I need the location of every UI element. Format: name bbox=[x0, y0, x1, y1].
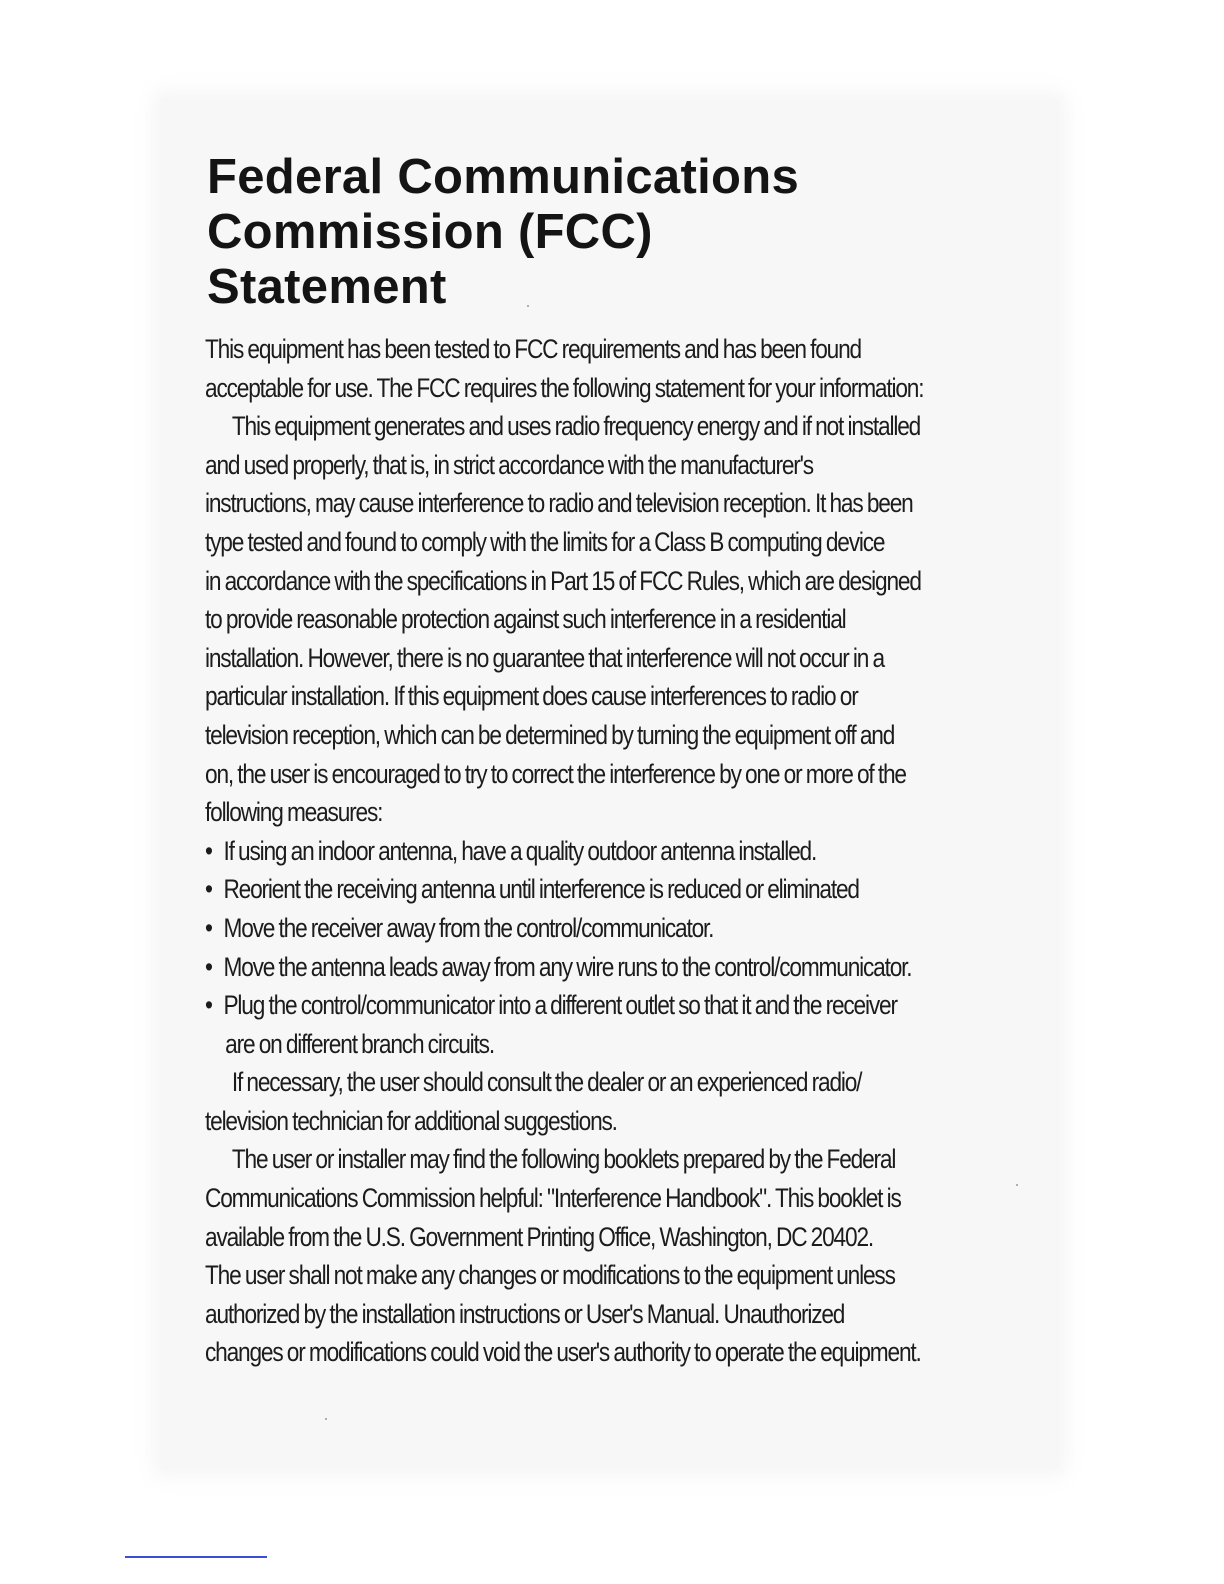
bullet-item bbox=[205, 948, 912, 987]
text-line: changes or modifications could void the user's authority to operate the equipment. bbox=[205, 1337, 921, 1368]
text-line: to provide reasonable protection against such interference in a residential bbox=[205, 604, 846, 635]
page-title bbox=[207, 150, 1027, 315]
bullet-text: Reorient the receiving antenna until interference is reduced or eliminated bbox=[223, 874, 859, 905]
title-line: Federal Communications bbox=[207, 150, 799, 204]
bullet-item bbox=[205, 986, 902, 1025]
text-line: acceptable for use. The FCC requires the following statement for your information: bbox=[205, 372, 924, 403]
text-line: authorized by the installation instructions or User's Manual. Unauthorized bbox=[205, 1298, 845, 1329]
bullet-text: Move the receiver away from the control/communicator. bbox=[223, 912, 714, 943]
bullet-text: If using an indoor antenna, have a quality outdoor antenna installed. bbox=[223, 835, 817, 866]
text-line: installation. However, there is no guarantee that interference will not occur in a bbox=[205, 642, 884, 673]
bullet-item bbox=[205, 870, 902, 909]
text-line: The user or installer may find the following booklets prepared by the Federal bbox=[231, 1144, 896, 1175]
text-line: in accordance with the specifications in Part 15 of FCC Rules, which are designed bbox=[205, 565, 921, 596]
bullet-text: Plug the control/communicator into a different outlet so that it and the receiver bbox=[223, 990, 897, 1021]
text-line: available from the U.S. Government Printing Office, Washington, DC 20402. bbox=[205, 1221, 874, 1252]
bullet-continuation: are on different branch circuits. bbox=[225, 1028, 494, 1059]
bullet-item bbox=[205, 909, 902, 948]
text-line: instructions, may cause interference to radio and television reception. It has been bbox=[205, 488, 913, 519]
text-line: television technician for additional suggestions. bbox=[205, 1105, 617, 1136]
text-line: following measures: bbox=[205, 797, 383, 828]
text-line: television reception, which can be determined by turning the equipment off and bbox=[205, 719, 895, 750]
title-line: Statement bbox=[207, 260, 447, 314]
text-line: This equipment has been tested to FCC requirements and has been found bbox=[205, 334, 862, 364]
bullet-item bbox=[205, 832, 902, 871]
text-line: on, the user is encouraged to try to correct the interference by one or more of the bbox=[205, 758, 906, 789]
footnote-rule bbox=[125, 1556, 267, 1558]
text-line: The user shall not make any changes or modifications to the equipment unless bbox=[205, 1260, 895, 1291]
title-line: Commission (FCC) bbox=[207, 205, 653, 259]
text-line: and used properly, that is, in strict accordance with the manufacturer's bbox=[205, 449, 813, 480]
bullet-text: Move the antenna leads away from any wire runs to the control/communicator. bbox=[223, 951, 912, 982]
statement-body bbox=[205, 330, 924, 1372]
text-line: Communications Commission helpful: "Interference Handbook". This booklet is bbox=[205, 1183, 901, 1214]
text-line: particular installation. If this equipment does cause interferences to radio or bbox=[205, 681, 858, 712]
scan-speck bbox=[1016, 1184, 1018, 1186]
scan-speck bbox=[527, 305, 529, 307]
text-line: This equipment generates and uses radio frequency energy and if not installed bbox=[231, 411, 921, 442]
text-line: type tested and found to comply with the limits for a Class B computing device bbox=[205, 526, 885, 557]
scan-speck bbox=[325, 1418, 327, 1420]
text-line: If necessary, the user should consult the dealer or an experienced radio/ bbox=[231, 1067, 862, 1098]
